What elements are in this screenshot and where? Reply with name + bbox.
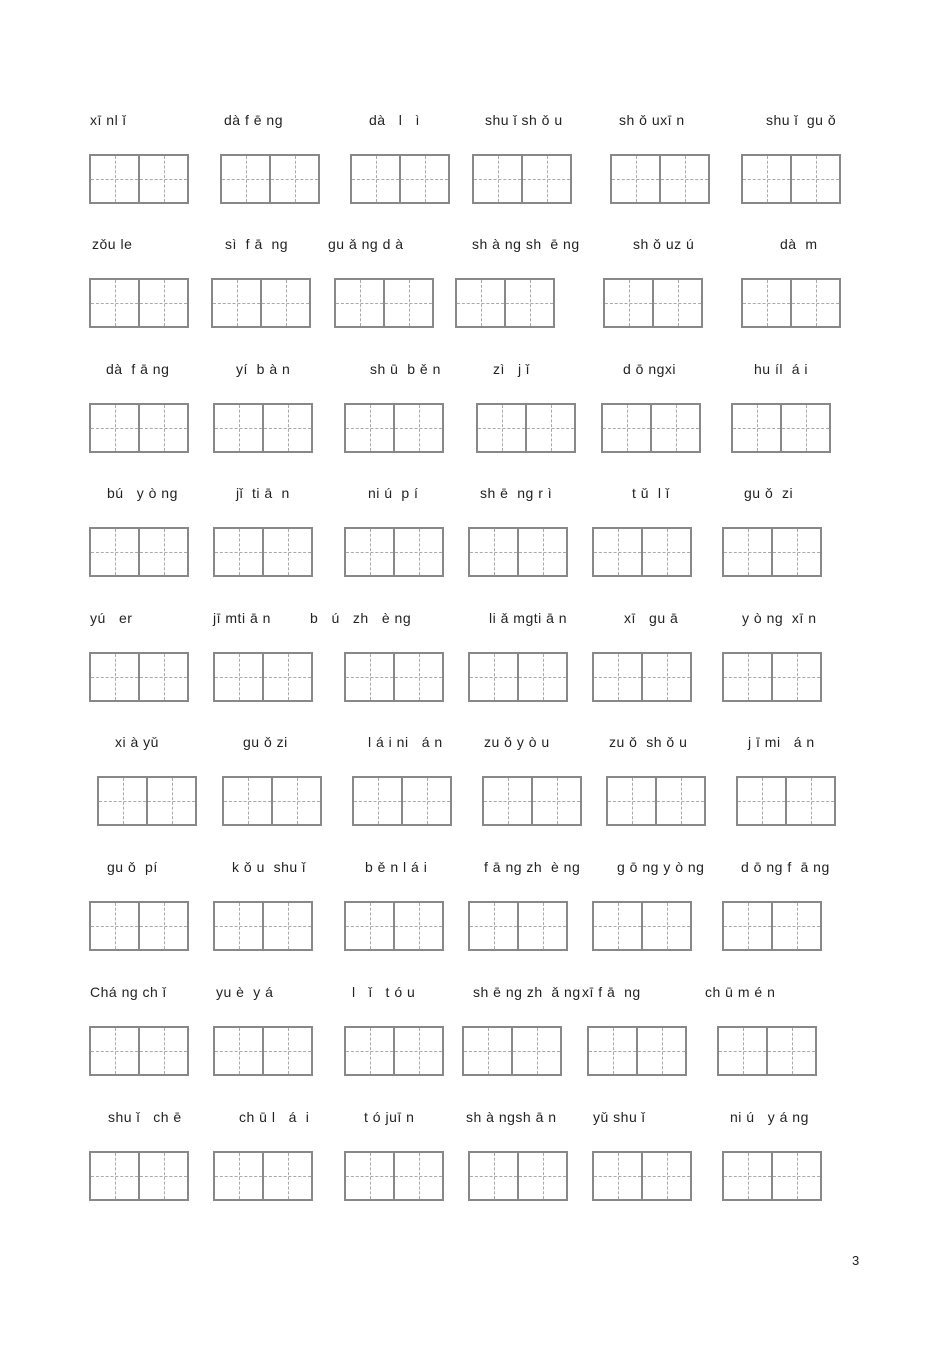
tianzige-cell[interactable] [344, 652, 395, 702]
writing-box[interactable] [468, 901, 568, 949]
tianzige-cell[interactable] [344, 901, 395, 951]
pinyin-label: t ǔ l ǐ [632, 485, 670, 501]
writing-box[interactable] [482, 776, 582, 824]
tianzige-cell[interactable] [383, 278, 434, 328]
pinyin-label: gu ǒ pí [107, 859, 158, 875]
pinyin-label: shu ǐ sh ǒ u [485, 112, 563, 128]
tianzige-cell[interactable] [393, 901, 444, 951]
tianzige-cell[interactable] [89, 527, 140, 577]
tianzige-cell[interactable] [521, 154, 572, 204]
writing-box[interactable] [476, 403, 576, 451]
tianzige-cell[interactable] [89, 278, 140, 328]
tianzige-cell[interactable] [213, 652, 264, 702]
writing-box[interactable] [220, 154, 320, 202]
writing-box[interactable] [213, 527, 313, 575]
tianzige-cell[interactable] [652, 278, 703, 328]
writing-box[interactable] [592, 527, 692, 575]
writing-box[interactable] [344, 652, 444, 700]
writing-box[interactable] [601, 403, 701, 451]
pinyin-label: f ā ng zh è ng [484, 859, 581, 875]
tianzige-cell[interactable] [736, 776, 787, 826]
pinyin-label: gu ǎ ng d à [328, 236, 404, 252]
tianzige-cell[interactable] [766, 1026, 817, 1076]
tianzige-cell[interactable] [262, 652, 313, 702]
writing-box[interactable] [222, 776, 322, 824]
tianzige-cell[interactable] [344, 1151, 395, 1201]
writing-box[interactable] [211, 278, 311, 326]
writing-box[interactable] [722, 901, 822, 949]
tianzige-cell[interactable] [271, 776, 322, 826]
tianzige-cell[interactable] [344, 403, 395, 453]
pinyin-label: l ǐ t ó u [352, 984, 416, 1000]
writing-box[interactable] [89, 278, 189, 326]
pinyin-label: sh ǒ uz ú [633, 236, 695, 252]
tianzige-cell[interactable] [89, 154, 140, 204]
tianzige-cell[interactable] [468, 901, 519, 951]
tianzige-cell[interactable] [393, 652, 444, 702]
tianzige-cell[interactable] [592, 527, 643, 577]
writing-box[interactable] [468, 652, 568, 700]
tianzige-cell[interactable] [138, 652, 189, 702]
tianzige-cell[interactable] [468, 1151, 519, 1201]
pinyin-label: d ō ngxi [623, 361, 677, 377]
pinyin-label: sì f ā ng [225, 236, 289, 252]
writing-box[interactable] [344, 403, 444, 451]
tianzige-cell[interactable] [260, 278, 311, 328]
tianzige-cell[interactable] [641, 1151, 692, 1201]
writing-box[interactable] [455, 278, 555, 326]
tianzige-cell[interactable] [741, 278, 792, 328]
writing-box[interactable] [603, 278, 703, 326]
writing-box[interactable] [350, 154, 450, 202]
tianzige-cell[interactable] [780, 403, 831, 453]
tianzige-cell[interactable] [517, 527, 568, 577]
tianzige-cell[interactable] [722, 1151, 773, 1201]
tianzige-cell[interactable] [89, 403, 140, 453]
tianzige-cell[interactable] [462, 1026, 513, 1076]
tianzige-cell[interactable] [262, 901, 313, 951]
writing-box[interactable] [610, 154, 710, 202]
tianzige-cell[interactable] [269, 154, 320, 204]
writing-box[interactable] [468, 1151, 568, 1199]
pinyin-label: l á i ni á n [368, 734, 443, 750]
tianzige-cell[interactable] [641, 652, 692, 702]
tianzige-cell[interactable] [606, 776, 657, 826]
tianzige-cell[interactable] [211, 278, 262, 328]
writing-box[interactable] [462, 1026, 562, 1074]
tianzige-cell[interactable] [517, 1151, 568, 1201]
tianzige-cell[interactable] [393, 1151, 444, 1201]
pinyin-label: yú er [90, 610, 133, 626]
pinyin-label: zì j ǐ [493, 361, 530, 377]
pinyin-label: gu ǒ zi [744, 485, 794, 501]
pinyin-label: g ō ng y ò ng [617, 859, 705, 875]
pinyin-label: b ě n l á i [365, 859, 428, 875]
writing-box[interactable] [213, 1151, 313, 1199]
page-number: 3 [852, 1253, 860, 1268]
pinyin-label: sh à ng sh ē ng [472, 236, 580, 252]
pinyin-label: k ǒ u shu ǐ [232, 859, 306, 875]
writing-box[interactable] [89, 527, 189, 575]
writing-box[interactable] [741, 154, 841, 202]
tianzige-cell[interactable] [790, 278, 841, 328]
tianzige-cell[interactable] [771, 1151, 822, 1201]
tianzige-cell[interactable] [504, 278, 555, 328]
tianzige-cell[interactable] [97, 776, 148, 826]
tianzige-cell[interactable] [641, 527, 692, 577]
pinyin-label: sh ū b ě n [370, 361, 441, 377]
tianzige-cell[interactable] [393, 403, 444, 453]
tianzige-cell[interactable] [722, 527, 773, 577]
writing-box[interactable] [344, 527, 444, 575]
tianzige-cell[interactable] [213, 403, 264, 453]
tianzige-cell[interactable] [213, 1151, 264, 1201]
pinyin-label: yu è y á [216, 984, 274, 1000]
pinyin-label: zu ǒ y ò u [484, 734, 550, 750]
pinyin-label: t ó juī n [364, 1109, 415, 1125]
tianzige-cell[interactable] [482, 776, 533, 826]
tianzige-cell[interactable] [89, 1026, 140, 1076]
tianzige-cell[interactable] [213, 1026, 264, 1076]
tianzige-cell[interactable] [771, 652, 822, 702]
pinyin-label: j ī mi á n [748, 734, 815, 750]
tianzige-cell[interactable] [138, 527, 189, 577]
tianzige-cell[interactable] [222, 776, 273, 826]
pinyin-label: yǔ shu ǐ [593, 1109, 646, 1125]
writing-box[interactable] [89, 154, 189, 202]
writing-box[interactable] [213, 1026, 313, 1074]
pinyin-label: b ú zh è ng [310, 610, 412, 626]
tianzige-cell[interactable] [587, 1026, 638, 1076]
tianzige-cell[interactable] [138, 1026, 189, 1076]
pinyin-label: ni ú y á ng [730, 1109, 809, 1125]
tianzige-cell[interactable] [89, 652, 140, 702]
pinyin-label: ch ū m é n [705, 984, 776, 1000]
tianzige-cell[interactable] [517, 652, 568, 702]
pinyin-label: shu ǐ gu ǒ [766, 112, 837, 128]
tianzige-cell[interactable] [790, 154, 841, 204]
tianzige-cell[interactable] [771, 527, 822, 577]
pinyin-label: hu íl á i [754, 361, 809, 377]
writing-box[interactable] [722, 527, 822, 575]
tianzige-cell[interactable] [401, 776, 452, 826]
pinyin-label: shu ǐ ch ē [108, 1109, 182, 1125]
writing-box[interactable] [344, 1151, 444, 1199]
writing-box[interactable] [89, 652, 189, 700]
tianzige-cell[interactable] [717, 1026, 768, 1076]
tianzige-cell[interactable] [138, 154, 189, 204]
tianzige-cell[interactable] [138, 278, 189, 328]
writing-box[interactable] [722, 1151, 822, 1199]
pinyin-label: dà f ā ng [106, 361, 170, 377]
tianzige-cell[interactable] [517, 901, 568, 951]
writing-box[interactable] [736, 776, 836, 824]
tianzige-cell[interactable] [472, 154, 523, 204]
pinyin-label: dà l ì [369, 112, 420, 128]
tianzige-cell[interactable] [399, 154, 450, 204]
tianzige-cell[interactable] [393, 1026, 444, 1076]
tianzige-cell[interactable] [722, 901, 773, 951]
pinyin-label: ni ú p í [368, 485, 419, 501]
pinyin-label: sh ē ng r ì [480, 485, 553, 501]
tianzige-cell[interactable] [138, 403, 189, 453]
writing-box[interactable] [722, 652, 822, 700]
tianzige-cell[interactable] [262, 1026, 313, 1076]
tianzige-cell[interactable] [262, 1151, 313, 1201]
tianzige-cell[interactable] [476, 403, 527, 453]
writing-box[interactable] [213, 403, 313, 451]
pinyin-label: zǒu le [92, 236, 133, 252]
tianzige-cell[interactable] [344, 1026, 395, 1076]
pinyin-label: Chá ng ch ǐ [90, 984, 167, 1000]
pinyin-label: xī f ā ng [582, 984, 641, 1000]
pinyin-label: li ǎ mgti ā n [489, 610, 568, 626]
tianzige-cell[interactable] [468, 652, 519, 702]
writing-box[interactable] [213, 901, 313, 949]
tianzige-cell[interactable] [262, 403, 313, 453]
writing-box[interactable] [97, 776, 197, 824]
tianzige-cell[interactable] [741, 154, 792, 204]
tianzige-cell[interactable] [511, 1026, 562, 1076]
pinyin-label: y ò ng xī n [742, 610, 817, 626]
pinyin-label: jī mti ā n [213, 610, 271, 626]
writing-box[interactable] [731, 403, 831, 451]
writing-box[interactable] [717, 1026, 817, 1074]
tianzige-cell[interactable] [138, 1151, 189, 1201]
tianzige-cell[interactable] [344, 527, 395, 577]
writing-box[interactable] [741, 278, 841, 326]
tianzige-cell[interactable] [610, 154, 661, 204]
pinyin-label: yí b à n [236, 361, 291, 377]
tianzige-cell[interactable] [659, 154, 710, 204]
tianzige-cell[interactable] [89, 901, 140, 951]
tianzige-cell[interactable] [89, 1151, 140, 1201]
tianzige-cell[interactable] [468, 527, 519, 577]
writing-box[interactable] [334, 278, 434, 326]
writing-box[interactable] [587, 1026, 687, 1074]
pinyin-label: zu ǒ sh ǒ u [609, 734, 688, 750]
tianzige-cell[interactable] [731, 403, 782, 453]
pinyin-label: dà m [780, 236, 818, 252]
tianzige-cell[interactable] [531, 776, 582, 826]
tianzige-cell[interactable] [636, 1026, 687, 1076]
writing-box[interactable] [89, 901, 189, 949]
pinyin-label: bú y ò ng [107, 485, 178, 501]
writing-box[interactable] [592, 901, 692, 949]
writing-box[interactable] [592, 1151, 692, 1199]
tianzige-cell[interactable] [601, 403, 652, 453]
pinyin-label: d ō ng f ā ng [741, 859, 830, 875]
pinyin-label: sh ǒ uxī n [619, 112, 685, 128]
writing-box[interactable] [606, 776, 706, 824]
tianzige-cell[interactable] [350, 154, 401, 204]
pinyin-label: ch ū l á i [239, 1109, 310, 1125]
pinyin-label: gu ǒ zi [243, 734, 288, 750]
tianzige-cell[interactable] [220, 154, 271, 204]
writing-box[interactable] [352, 776, 452, 824]
tianzige-cell[interactable] [785, 776, 836, 826]
tianzige-cell[interactable] [592, 1151, 643, 1201]
tianzige-cell[interactable] [334, 278, 385, 328]
tianzige-cell[interactable] [525, 403, 576, 453]
writing-box[interactable] [89, 403, 189, 451]
writing-box[interactable] [344, 1026, 444, 1074]
tianzige-cell[interactable] [352, 776, 403, 826]
tianzige-cell[interactable] [603, 278, 654, 328]
tianzige-cell[interactable] [592, 901, 643, 951]
writing-box[interactable] [472, 154, 572, 202]
writing-box[interactable] [468, 527, 568, 575]
tianzige-cell[interactable] [455, 278, 506, 328]
writing-box[interactable] [89, 1026, 189, 1074]
writing-box[interactable] [213, 652, 313, 700]
tianzige-cell[interactable] [213, 901, 264, 951]
pinyin-label: xi à yǔ [115, 734, 159, 750]
tianzige-cell[interactable] [655, 776, 706, 826]
tianzige-cell[interactable] [722, 652, 773, 702]
tianzige-cell[interactable] [262, 527, 313, 577]
tianzige-cell[interactable] [213, 527, 264, 577]
writing-box[interactable] [89, 1151, 189, 1199]
pinyin-label: jǐ ti ā n [236, 485, 290, 501]
tianzige-cell[interactable] [771, 901, 822, 951]
tianzige-cell[interactable] [393, 527, 444, 577]
tianzige-cell[interactable] [138, 901, 189, 951]
pinyin-label: sh à ngsh ā n [466, 1109, 557, 1125]
writing-box[interactable] [344, 901, 444, 949]
tianzige-cell[interactable] [650, 403, 701, 453]
writing-box[interactable] [592, 652, 692, 700]
pinyin-label: xī gu ā [624, 610, 679, 626]
pinyin-label: xī nl ǐ [90, 112, 127, 128]
pinyin-label: dà f ē ng [224, 112, 283, 128]
tianzige-cell[interactable] [641, 901, 692, 951]
tianzige-cell[interactable] [146, 776, 197, 826]
tianzige-cell[interactable] [592, 652, 643, 702]
pinyin-label: sh ē ng zh ǎ ng [473, 984, 581, 1000]
